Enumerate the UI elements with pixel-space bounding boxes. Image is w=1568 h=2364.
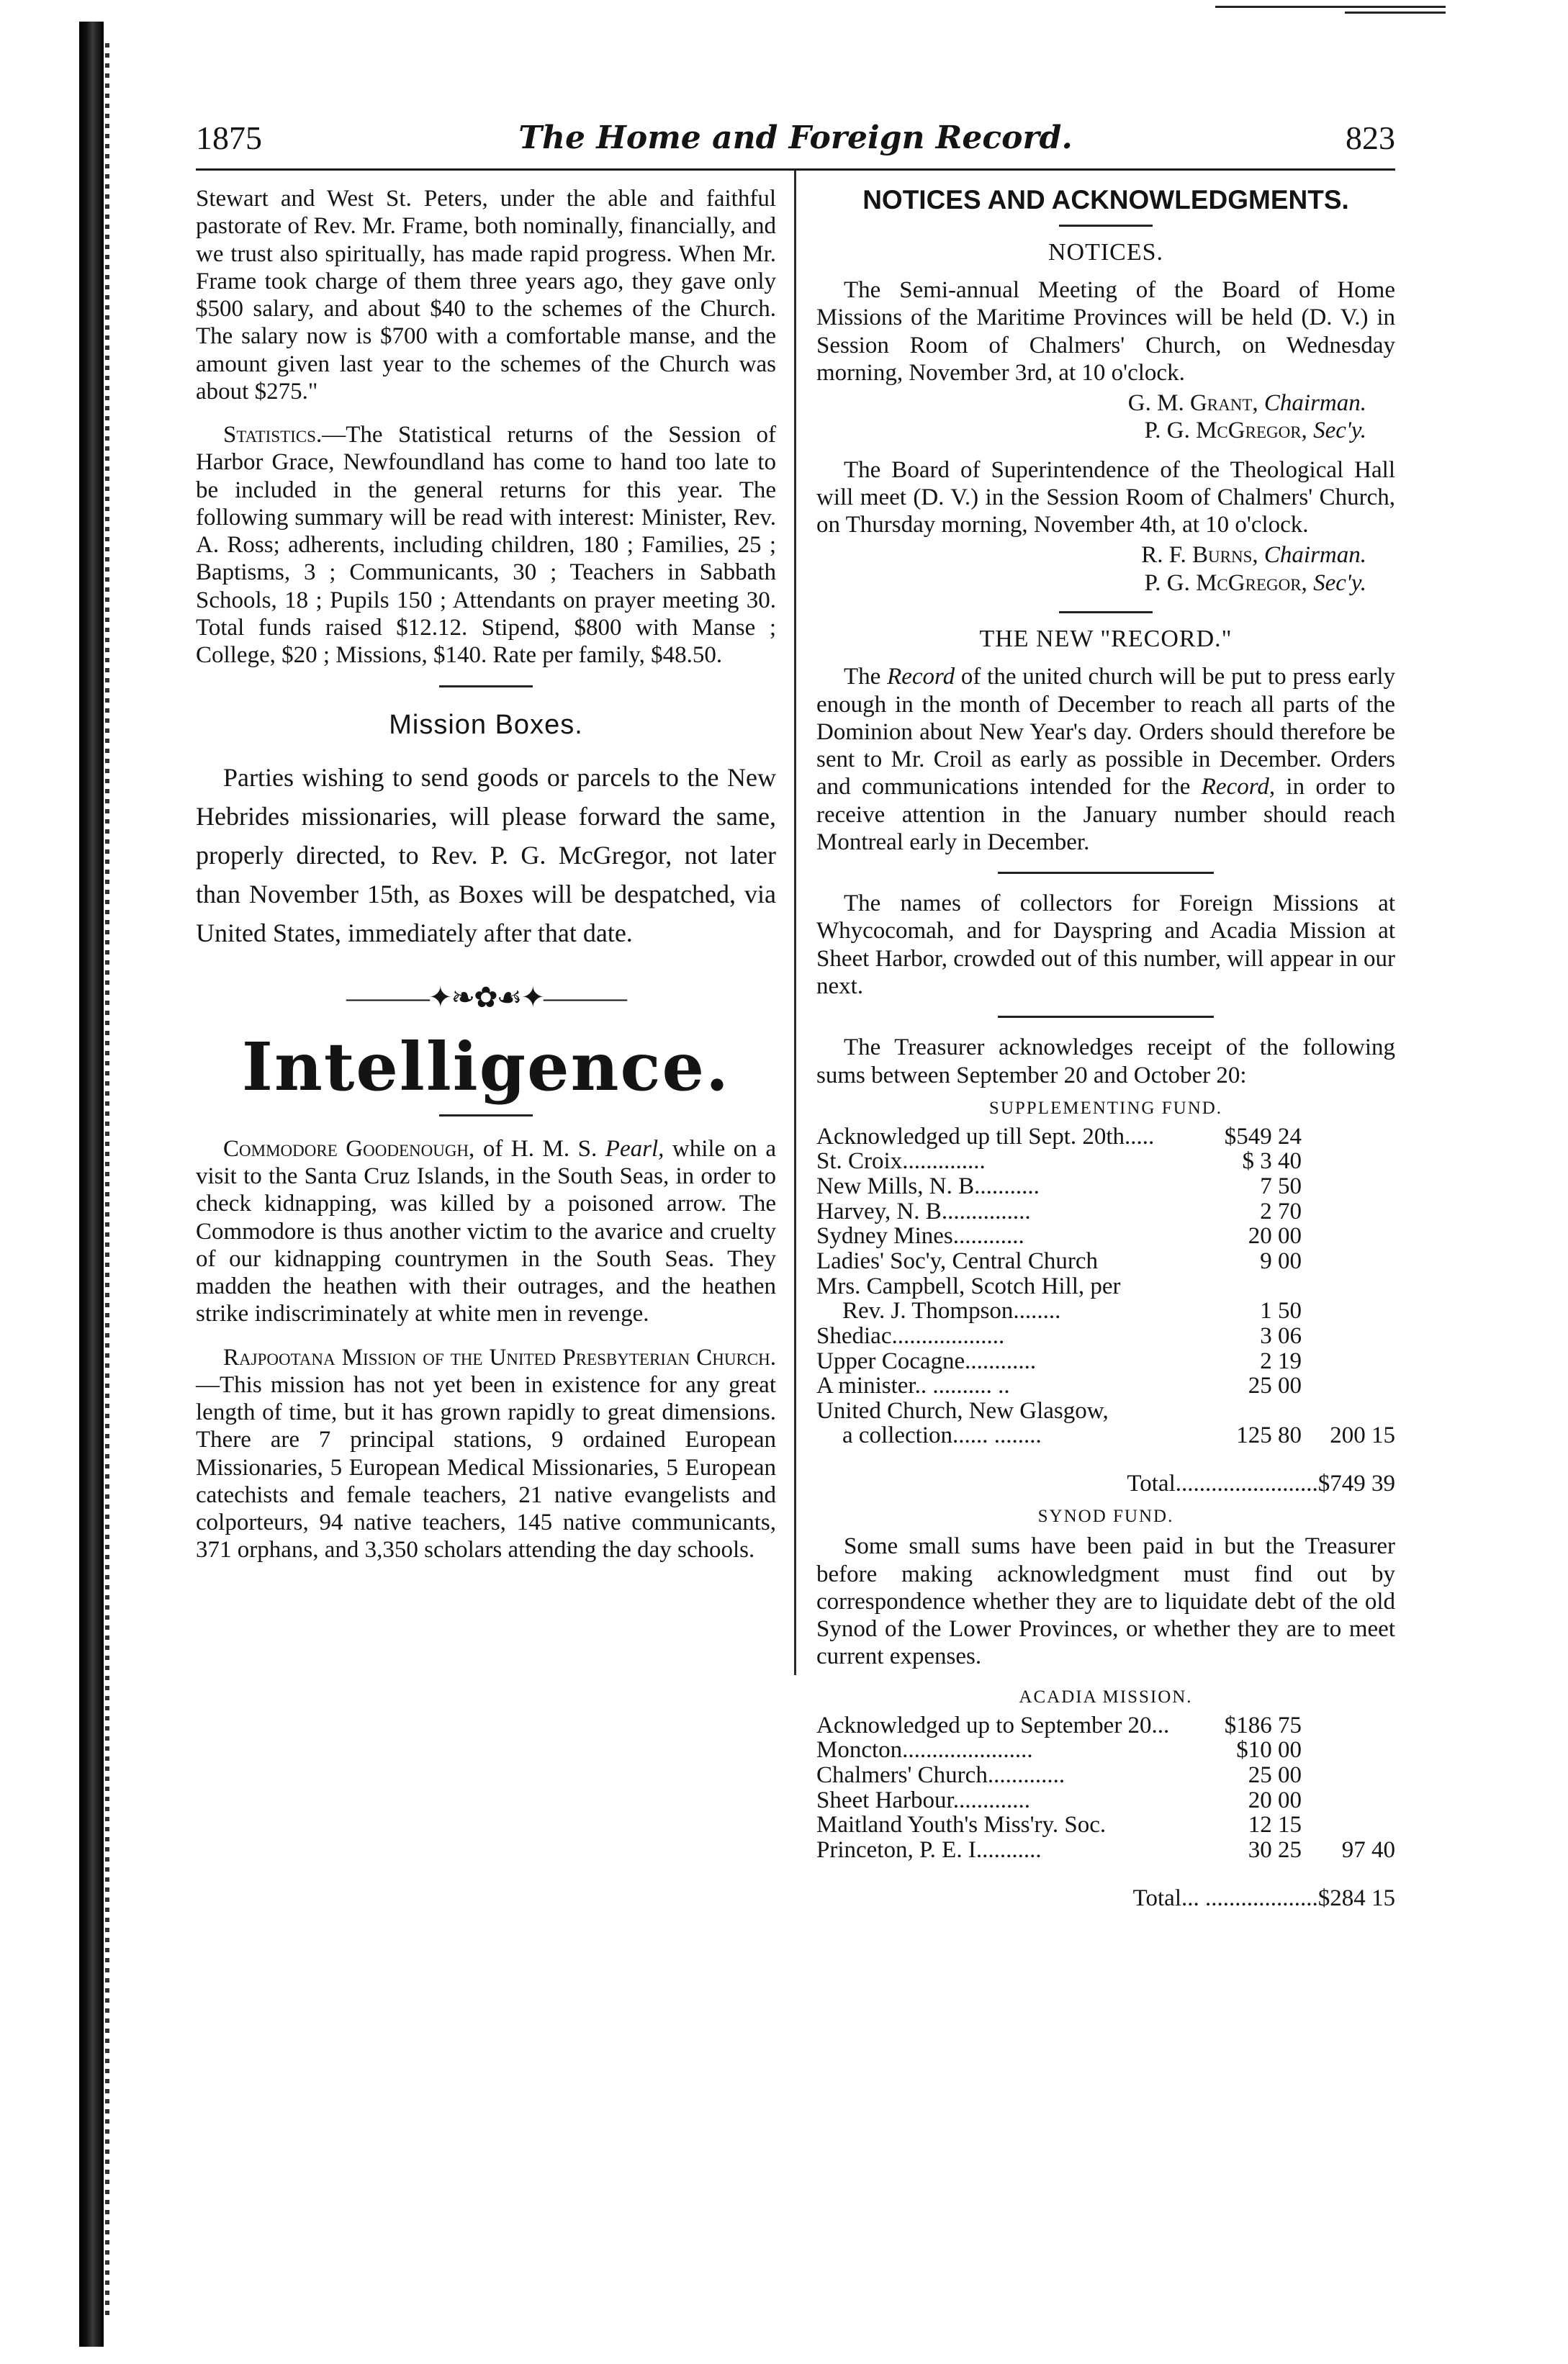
ledger-name: Sheet Harbour.............	[816, 1787, 1030, 1813]
notice-theological-hall: The Board of Superintendence of the Theological Hall will meet (D. V.) in the Session Room of Chalmers' Church, on Thursday morning, November 4th, at 10 o'clock.	[816, 456, 1395, 538]
acadia-mission-title: ACADIA MISSION.	[1019, 1687, 1193, 1707]
ledger-amt: 125 80	[1236, 1422, 1302, 1449]
ledger-row	[816, 1299, 1395, 1324]
ledger-amt2: 200 15	[1330, 1422, 1395, 1449]
ledger-row	[816, 1249, 1395, 1274]
ledger-name: Chalmers' Church.............	[816, 1762, 1065, 1788]
ledger-amt2	[1302, 1349, 1395, 1374]
synod-fund-title: SYNOD FUND.	[1037, 1507, 1174, 1527]
ledger-amt	[1194, 1399, 1302, 1424]
ledger-amt2: 97 40	[1341, 1836, 1395, 1863]
ledger-row	[816, 1713, 1395, 1738]
scanned-binding-shadow	[105, 43, 109, 2318]
ledger-amt2	[1302, 1224, 1395, 1249]
ledger-amt: 20 00	[1248, 1223, 1302, 1250]
ledger-amt: 1 50	[1260, 1298, 1302, 1325]
statistics-paragraph	[196, 421, 776, 669]
section-rule	[439, 685, 533, 687]
ledger-amt: 2 70	[1260, 1198, 1302, 1224]
ledger-amt2	[1302, 1373, 1395, 1399]
two-column-body	[196, 171, 1395, 2301]
ledger-name: Moncton......................	[816, 1737, 1033, 1764]
statistics-lead: Statistics.	[223, 422, 323, 448]
ledger-amt: 25 00	[1248, 1762, 1302, 1788]
ledger-name: United Church, New Glasgow,	[816, 1397, 1109, 1424]
commodore-paragraph	[196, 1135, 776, 1328]
synod-fund-paragraph: Some small sums have been paid in but the Treasurer before making acknowledgment must find out by correspondence whether they are to liquidate debt of the old Synod of the Lower Provinces, or whether they are to meet current expenses.	[816, 1533, 1395, 1670]
intelligence-title: Intelligence.	[241, 1027, 731, 1106]
ledger-amt2	[1302, 1124, 1395, 1150]
ledger-name: Princeton, P. E. I...........	[816, 1836, 1042, 1863]
rajpootana-body: —This mission has not yet been in existence for any great length of time, but it has grown rapidly to great dimensions. There are 7 principal stations, 9 ordained European Missionaries, 5 European Medical Missionaries, 5 European catechists and female teachers, 21 native evangelists and colporteurs, 94 native teachers, 145 native communicants, 371 orphans, and 3,350 scholars attending the day schools.	[196, 1371, 776, 1564]
ledger-amt2	[1302, 1788, 1395, 1813]
ledger-row	[816, 1324, 1395, 1349]
ledger-amt2	[1302, 1713, 1395, 1738]
ledger-amt2	[1302, 1299, 1395, 1324]
notice2-signature-1: R. F. Burns, Chairman.	[1141, 542, 1366, 569]
ledger-amt2	[1302, 1274, 1395, 1299]
ledger-amt2	[1302, 1174, 1395, 1199]
commodore-lead: Commodore Goodenough,	[223, 1135, 475, 1162]
ledger-row	[816, 1838, 1395, 1863]
ledger-row	[816, 1174, 1395, 1199]
ledger-row	[816, 1738, 1395, 1763]
ledger-name: Acknowledged up to September 20...	[816, 1712, 1170, 1738]
ledger-name: Shediac...................	[816, 1322, 1005, 1349]
acadia-mission-table	[816, 1713, 1395, 1863]
mission-boxes-title: Mission Boxes.	[389, 709, 583, 740]
ledger-name: Harvey, N. B...............	[816, 1198, 1031, 1224]
ledger-name: Upper Cocagne............	[816, 1348, 1037, 1374]
ledger-amt2	[1302, 1738, 1395, 1763]
ledger-name: A minister.. .......... ..	[816, 1373, 1010, 1399]
ledger-amt: $10 00	[1236, 1737, 1302, 1764]
ledger-amt: 9 00	[1260, 1248, 1302, 1274]
right-column	[816, 185, 1395, 1919]
commodore-ship: Pearl,	[605, 1135, 664, 1162]
running-header	[196, 108, 1395, 171]
notices-subtitle: NOTICES.	[1047, 238, 1164, 266]
header-page-number: 823	[1346, 119, 1395, 156]
ledger-amt: 20 00	[1248, 1787, 1302, 1813]
header-year: 1875	[196, 119, 262, 156]
notices-rule	[1059, 225, 1153, 227]
ledger-row	[816, 1349, 1395, 1374]
ledger-amt	[1194, 1274, 1302, 1299]
ledger-row	[816, 1788, 1395, 1813]
ledger-amt: 25 00	[1248, 1373, 1302, 1399]
new-record-rule	[1059, 611, 1153, 613]
scanned-binding-edge	[79, 22, 104, 2347]
ledger-row	[816, 1149, 1395, 1174]
ledger-name: Acknowledged up till Sept. 20th.....	[816, 1123, 1155, 1150]
ledger-row	[816, 1399, 1395, 1424]
ledger-name: Maitland Youth's Miss'ry. Soc.	[816, 1812, 1107, 1839]
acadia-mission-total: Total... ...................$284 15	[1132, 1885, 1395, 1911]
top-scan-rule	[1215, 6, 1446, 8]
mission-boxes-body: Parties wishing to send goods or parcels to the New Hebrides missionaries, will please forward the same, properly directed, to Rev. P. G. McGregor, not later than November 15th, as Boxes will be despatched, via United States, immediately after that date.	[196, 762, 776, 947]
ledger-row	[816, 1763, 1395, 1788]
notice-home-missions: The Semi-annual Meeting of the Board of Home Missions of the Maritime Provinces will be held (D. V.) in Session Room of Chalmers' Church, on Wednesday morning, November 3rd, at 10 o'clock.	[816, 276, 1395, 386]
ledger-amt2	[1302, 1763, 1395, 1788]
notice1-signature-2: P. G. McGregor, Sec'y.	[1144, 418, 1366, 444]
collectors-rule	[998, 872, 1214, 874]
commodore-body: while on a visit to the Santa Cruz Islands, in the South Seas, in order to check kidnapping, was killed by a poisoned arrow. The Commodore is thus another victim to the avarice and cruelty of our kidnapping countrymen in the South Seas. They madden the heathen with their outrages, and the heathen strike indiscriminately at white men in revenge.	[196, 1135, 776, 1327]
ledger-row	[816, 1224, 1395, 1249]
ledger-name: Ladies' Soc'y, Central Church	[816, 1248, 1098, 1274]
new-record-title: THE NEW "RECORD."	[979, 625, 1233, 652]
stewart-paragraph: Stewart and West St. Peters, under the able and faithful pastorate of Rev. Mr. Frame, both nominally, financially, and we trust also spiritually, has made rapid progress. When Mr. Frame took charge of them three years ago, they gave only $500 salary, and about $40 to the schemes of the Church. The salary now is $700 with a comfortable manse, and the amount given last year to the schemes of the Church was about $275."	[196, 186, 776, 405]
notice1-signature-1: G. M. Grant, Chairman.	[1127, 390, 1366, 417]
ledger-amt2	[1302, 1199, 1395, 1224]
column-divider	[794, 171, 796, 1675]
statistics-body: —The Statistical returns of the Session of Harbor Grace, Newfoundland has come to hand too late to be included in the general returns for this year. The following summary will be read with interest: Minister, Rev. A. Ross; adherents, including children, 180 ; Families, 25 ; Baptisms, 3 ; Communicants, 30 ; Teachers in Sabbath Schools, 18 ; Pupils 150 ; Attendants on prayer meeting 30. Total funds raised $12.12. Stipend, $800 with Manse ; College, $20 ; Missions, $140. Rate per family, $48.50.	[196, 422, 776, 669]
new-record-paragraph: The Record of the united church will be put to press early enough in the month of December to reach all parts of the Dominion about New Year's day. Orders should therefore be sent to Mr. Croil as early as possible in December. Orders and communications intended for the Record, in order to receive attention in the January number should reach Montreal early in December.	[816, 664, 1395, 855]
ledger-row	[816, 1199, 1395, 1224]
rajpootana-paragraph	[196, 1344, 776, 1564]
ledger-amt2	[1302, 1149, 1395, 1174]
ledger-amt2	[1302, 1324, 1395, 1349]
ledger-amt: $549 24	[1224, 1123, 1302, 1150]
treasurer-paragraph: The Treasurer acknowledges receipt of the following sums between September 20 and October 20:	[816, 1034, 1395, 1088]
header-title: The Home and Foreign Record.	[518, 119, 1073, 156]
ledger-row	[816, 1373, 1395, 1399]
ledger-name: Sydney Mines............	[816, 1223, 1024, 1250]
supplementing-fund-total: Total........................$749 39	[1127, 1471, 1395, 1497]
intelligence-rule	[439, 1114, 533, 1116]
ledger-amt: 2 19	[1260, 1348, 1302, 1374]
ledger-amt: 3 06	[1260, 1322, 1302, 1349]
top-scan-rule-short	[1345, 12, 1446, 14]
rajpootana-lead: Rajpootana Mission of the United Presbyterian Church.	[223, 1344, 776, 1371]
notices-title: NOTICES AND ACKNOWLEDGMENTS.	[862, 185, 1349, 215]
ledger-name: Rev. J. Thompson........	[842, 1298, 1061, 1325]
ledger-amt2	[1302, 1249, 1395, 1274]
ornament-divider: ———✦❧✿☙✦———	[346, 980, 626, 1014]
ledger-amt2	[1302, 1813, 1395, 1838]
left-column	[196, 185, 776, 1580]
ledger-row	[816, 1813, 1395, 1838]
ledger-row	[816, 1423, 1395, 1448]
ledger-row	[816, 1124, 1395, 1150]
ledger-amt: $ 3 40	[1242, 1148, 1302, 1175]
commodore-mid: of H. M. S.	[474, 1135, 605, 1162]
ledger-amt2	[1302, 1399, 1395, 1424]
treasurer-rule	[998, 1016, 1214, 1018]
ledger-name: New Mills, N. B...........	[816, 1173, 1040, 1200]
ledger-amt: 12 15	[1248, 1812, 1302, 1839]
collectors-paragraph: The names of collectors for Foreign Missions at Whycocomah, and for Dayspring and Acadia Mission at Sheet Harbor, crowded out of this number, will appear in our next.	[816, 890, 1395, 999]
ledger-row	[816, 1274, 1395, 1299]
ledger-name: a collection...... ........	[842, 1422, 1042, 1449]
notice2-signature-2: P. G. McGregor, Sec'y.	[1144, 569, 1366, 596]
mission-boxes-block	[196, 758, 776, 952]
ledger-name: Mrs. Campbell, Scotch Hill, per	[816, 1273, 1121, 1299]
ledger-amt: 30 25	[1248, 1836, 1302, 1863]
document-page	[196, 108, 1395, 2304]
ledger-name: St. Croix..............	[816, 1148, 986, 1175]
ledger-amt: 7 50	[1260, 1173, 1302, 1200]
supplementing-fund-title: SUPPLEMENTING FUND.	[988, 1098, 1223, 1118]
ledger-amt: $186 75	[1224, 1712, 1302, 1738]
supplementing-fund-table	[816, 1124, 1395, 1448]
